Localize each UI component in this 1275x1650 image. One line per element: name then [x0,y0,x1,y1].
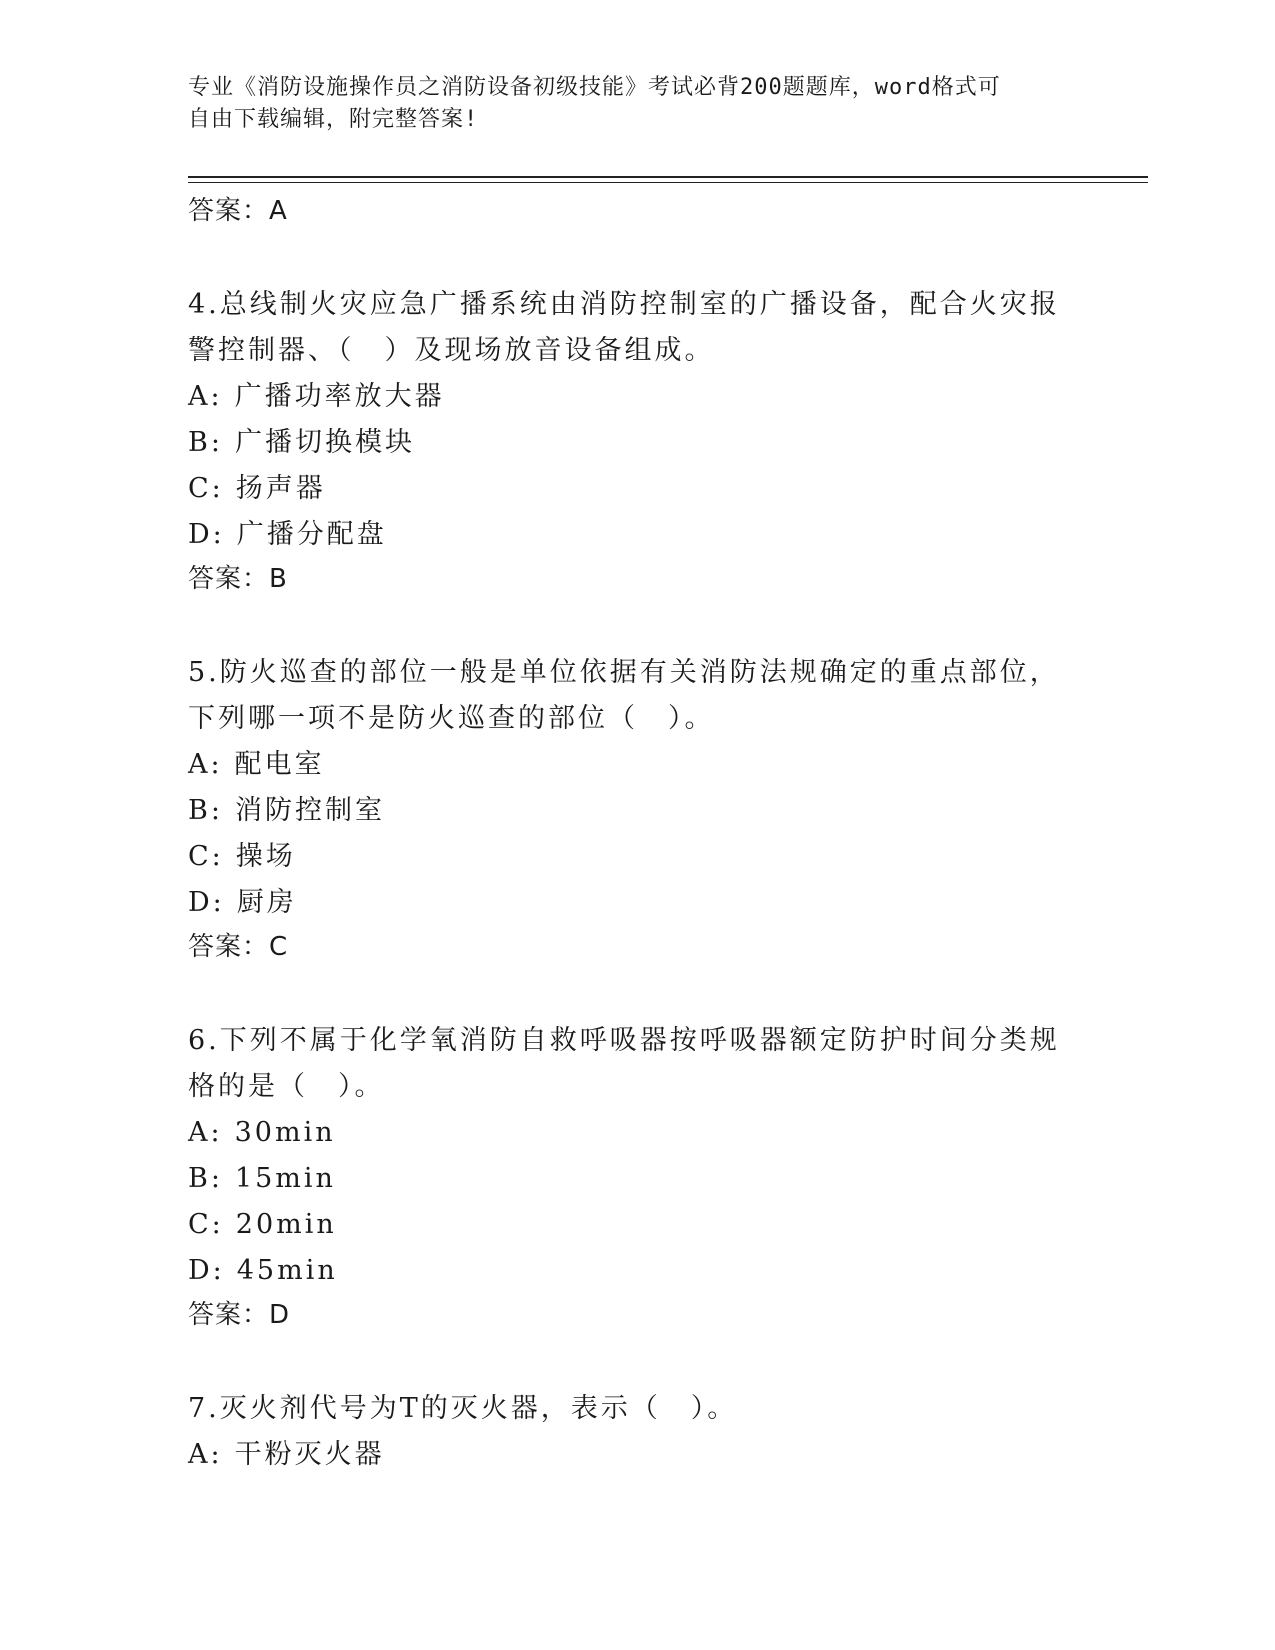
question-block [188,1018,1068,1336]
option-key: D: [188,519,225,550]
answer-value: D [269,1300,291,1330]
option-b [188,788,1068,834]
header-line-2: 自由下载编辑，附完整答案! [188,107,479,132]
option-c [188,466,1068,512]
option-text: 厨房 [236,887,297,918]
option-text: 广播分配盘 [236,519,387,550]
option-text: 广播切换模块 [234,427,415,458]
option-key: C: [188,473,224,504]
option-a [188,1110,1068,1156]
option-a [188,1432,1068,1478]
option-d [188,880,1068,926]
question-stem: 6.下列不属于化学氧消防自救呼吸器按呼吸器额定防护时间分类规格的是（ ）。 [188,1025,1060,1102]
option-text: 操场 [235,841,296,872]
header-line-1: 专业《消防设施操作员之消防设备初级技能》考试必背200题题库，word格式可 [188,75,1001,100]
option-key: C: [188,841,224,872]
option-text: 30min [234,1117,336,1148]
option-key: A: [188,381,223,412]
question-block [188,282,1068,600]
answer-label: 答案： [188,932,270,962]
option-d [188,1248,1068,1294]
option-d [188,512,1068,558]
answer-label: 答案： [188,1300,270,1330]
option-b [188,420,1068,466]
answer-value: C [269,932,289,962]
option-text: 45min [236,1255,338,1286]
option-c [188,834,1068,880]
option-key: D: [188,887,225,918]
previous-answer [188,190,1068,232]
answer-value: B [269,564,288,594]
answer-label: 答案： [188,564,270,594]
option-text: 消防控制室 [234,795,385,826]
option-b [188,1156,1068,1202]
option-key: B: [188,795,223,826]
option-text: 干粉灭火器 [234,1439,385,1470]
header-divider-thin [188,182,1148,183]
answer [188,1294,1068,1336]
option-text: 扬声器 [235,473,326,504]
answer [188,926,1068,968]
question-list [188,190,1068,1478]
answer-label: 答案： [188,196,270,226]
option-key: A: [188,1439,223,1470]
option-text: 15min [234,1163,336,1194]
option-key: A: [188,1117,223,1148]
option-text: 20min [235,1209,337,1240]
question-block [188,650,1068,968]
option-a [188,742,1068,788]
option-key: C: [188,1209,224,1240]
option-key: A: [188,749,223,780]
option-key: B: [188,1163,223,1194]
option-key: D: [188,1255,225,1286]
header-divider-thick [188,176,1148,178]
question-stem: 7.灭火剂代号为T的灭火器，表示（ ）。 [188,1393,738,1424]
question-block [188,1386,1068,1478]
option-text: 配电室 [234,749,325,780]
option-c [188,1202,1068,1248]
answer-value: A [269,196,288,226]
answer [188,558,1068,600]
option-text: 广播功率放大器 [234,381,445,412]
document-header [188,72,1068,136]
question-stem: 5.防火巡查的部位一般是单位依据有关消防法规确定的重点部位，下列哪一项不是防火巡查的部位（ ）。 [188,657,1060,734]
question-stem: 4.总线制火灾应急广播系统由消防控制室的广播设备，配合火灾报警控制器、（ ）及现场放音设备组成。 [188,289,1060,366]
option-a [188,374,1068,420]
option-key: B: [188,427,223,458]
